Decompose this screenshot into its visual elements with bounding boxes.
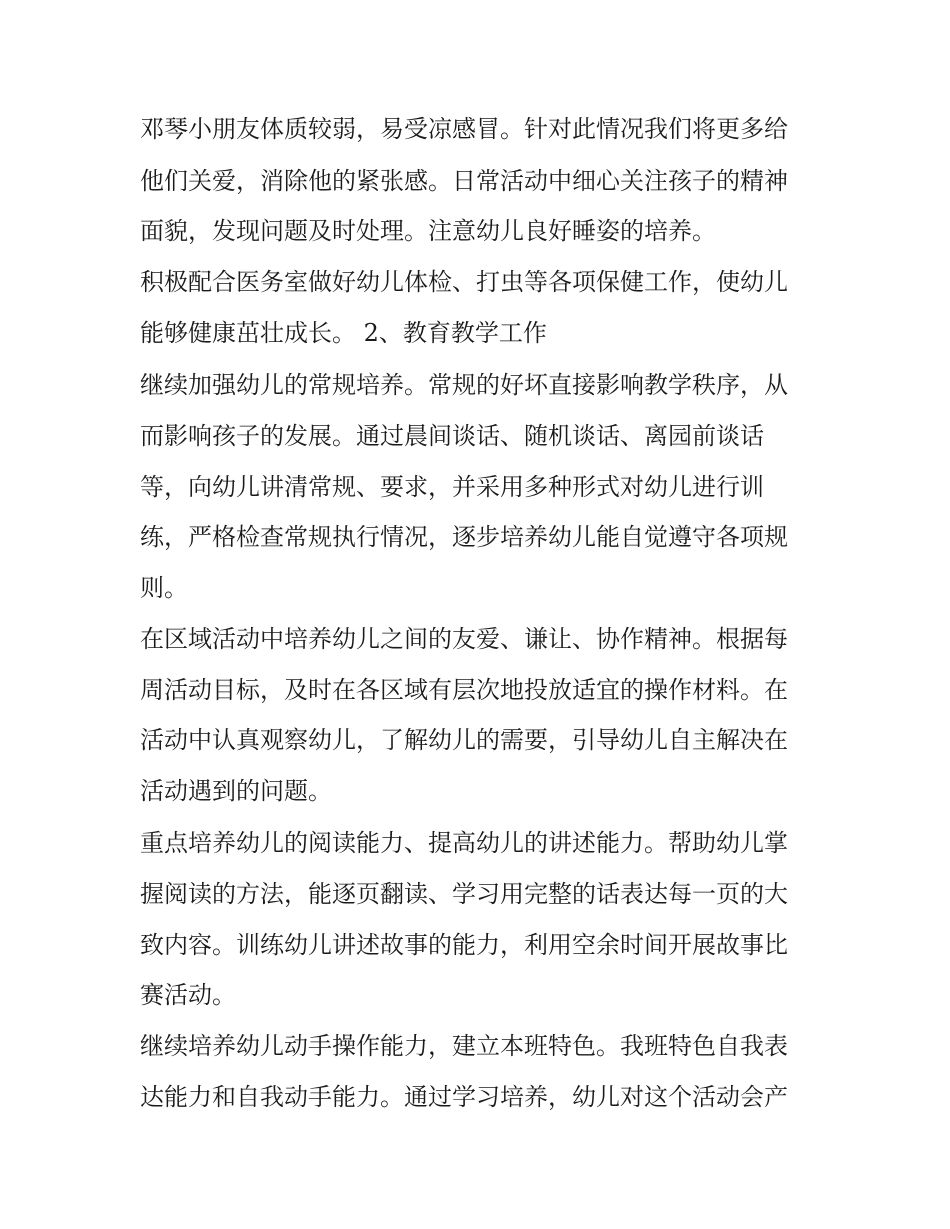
text-line: 继续加强幼儿的常规培养。常规的好坏直接影响教学秩序，从 [140,371,788,399]
text-line: 在区域活动中培养幼儿之间的友爱、谦让、协作精神。根据每 [140,625,788,653]
text-line: 致内容。训练幼儿讲述故事的能力，利用空余时间开展故事比 [140,931,788,959]
text-line: 他们关爱，消除他的紧张感。日常活动中细心关注孩子的精神 [140,167,788,195]
text-line: 活动中认真观察幼儿，了解幼儿的需要，引导幼儿自主解决在 [140,726,788,754]
text-line: 练，严格检查常规执行情况，逐步培养幼儿能自觉遵守各项规 [140,523,788,551]
text-line: 达能力和自我动手能力。通过学习培养，幼儿对这个活动会产 [140,1083,788,1111]
text-line: 面貌，发现问题及时处理。注意幼儿良好睡姿的培养。 [140,217,716,245]
text-line: 赛活动。 [140,981,236,1009]
text-line: 则。 [140,574,188,602]
text-line: 周活动目标，及时在各区域有层次地投放适宜的操作材料。在 [140,676,788,704]
text-line: 握阅读的方法，能逐页翻读、学习用完整的话表达每一页的大 [140,880,788,908]
text-line: 邓琴小朋友体质较弱，易受凉感冒。针对此情况我们将更多给 [140,115,788,143]
text-line: 积极配合医务室做好幼儿体检、打虫等各项保健工作，使幼儿 [140,268,788,296]
text-line: 继续培养幼儿动手操作能力，建立本班特色。我班特色自我表 [140,1032,788,1060]
text-line: 能够健康茁壮成长。 2、教育教学工作 [140,319,547,347]
text-line: 而影响孩子的发展。通过晨间谈话、随机谈话、离园前谈话 [140,422,764,450]
text-line: 活动遇到的问题。 [140,777,332,805]
text-line: 等，向幼儿讲清常规、要求，并采用多种形式对幼儿进行训 [140,473,764,501]
text-line: 重点培养幼儿的阅读能力、提高幼儿的讲述能力。帮助幼儿掌 [140,829,788,857]
